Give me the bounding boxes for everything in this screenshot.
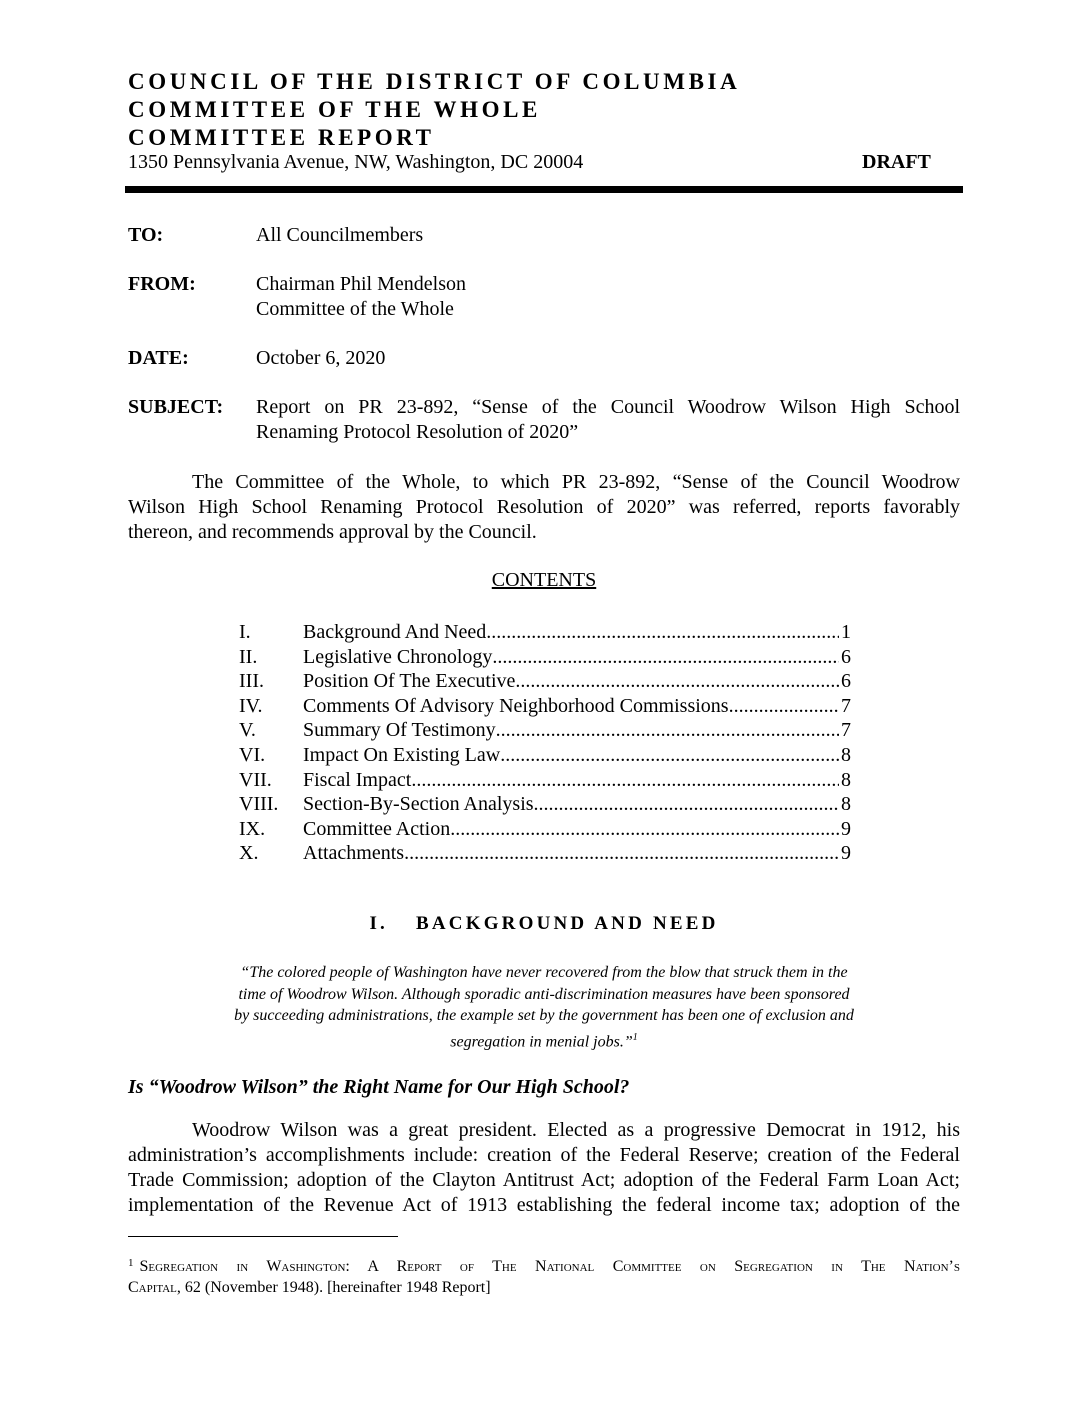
toc-page: 8 (841, 743, 851, 766)
body-line: administration’s accomplishments include: creation of the Federal Reserve; creation of the Federal (128, 1144, 960, 1166)
section-number: I. (369, 913, 388, 934)
toc-row[interactable] (239, 841, 851, 866)
footnote-reference[interactable]: 1 (632, 1031, 638, 1043)
body-paragraph (128, 1118, 960, 1218)
header-address: 1350 Pennsylvania Avenue, NW, Washington, DC 20004 (128, 151, 584, 173)
toc-leader (515, 669, 839, 694)
toc-leader (500, 743, 839, 768)
table-of-contents (239, 620, 851, 866)
memo-from-value-1: Chairman Phil Mendelson (256, 273, 466, 295)
toc-row[interactable] (239, 645, 851, 670)
toc-row[interactable] (239, 669, 851, 694)
body-line: implementation of the Revenue Act of 1913 establishing the federal income tax; adoption of the (128, 1194, 960, 1216)
toc-title: Comments Of Advisory Neighborhood Commissions (303, 694, 729, 717)
header-report-type: COMMITTEE REPORT (128, 125, 435, 150)
toc-row[interactable] (239, 817, 851, 842)
epigraph-line: “The colored people of Washington have never recovered from the blow that struck them in the (240, 964, 848, 981)
toc-number: II. (239, 645, 258, 668)
toc-row[interactable] (239, 768, 851, 793)
toc-row[interactable] (239, 620, 851, 645)
intro-line: thereon, and recommends approval by the Council. (128, 521, 537, 543)
draft-marker: DRAFT (862, 151, 931, 173)
memo-to-value: All Councilmembers (256, 224, 424, 246)
subject-line: Report on PR 23-892, “Sense of the Council Woodrow Wilson High School (256, 396, 960, 418)
toc-leader (486, 620, 839, 645)
memo-date-value: October 6, 2020 (256, 347, 386, 369)
header-committee-name: COMMITTEE OF THE WHOLE (128, 97, 541, 122)
toc-title: Legislative Chronology (303, 645, 493, 668)
toc-page: 8 (841, 768, 851, 791)
toc-leader (450, 817, 839, 842)
subheading: Is “Woodrow Wilson” the Right Name for Our High School? (128, 1076, 630, 1098)
toc-number: III. (239, 670, 264, 693)
toc-title: Fiscal Impact (303, 768, 412, 791)
epigraph-line: by succeeding administrations, the example set by the government has been one of exclusion and (234, 1007, 854, 1024)
toc-leader (492, 645, 839, 670)
memo-date-label: DATE: (128, 347, 189, 369)
toc-leader (496, 718, 839, 743)
epigraph-line: time of Woodrow Wilson. Although sporadic anti-discrimination measures have been sponsored (238, 985, 850, 1003)
toc-number: VII. (239, 768, 272, 791)
footnote-marker: 1 (128, 1257, 134, 1269)
toc-leader (411, 768, 839, 793)
epigraph-line: segregation in menial jobs.” (450, 1032, 633, 1050)
footnote-separator (128, 1236, 398, 1237)
memo-subject-value (256, 395, 960, 445)
toc-leader (729, 694, 839, 719)
body-line: Woodrow Wilson was a great president. Elected as a progressive Democrat in 1912, his (192, 1119, 960, 1141)
toc-row[interactable] (239, 743, 851, 768)
toc-number: VI. (239, 743, 266, 766)
toc-leader (404, 841, 839, 866)
toc-title: Committee Action (303, 817, 451, 840)
memo-to-label: TO: (128, 224, 164, 246)
toc-leader (534, 792, 839, 817)
footnote-citation-rest: , 62 (November 1948). [hereinafter 1948 Report] (176, 1279, 491, 1296)
toc-page: 6 (841, 670, 851, 693)
section-heading (0, 912, 1088, 936)
toc-title: Attachments (303, 842, 405, 865)
toc-title: Summary Of Testimony (303, 719, 496, 742)
toc-number: V. (239, 719, 256, 742)
toc-title: Position Of The Executive (303, 670, 516, 693)
toc-title: Impact On Existing Law (303, 743, 501, 766)
toc-row[interactable] (239, 792, 851, 817)
toc-page: 9 (841, 842, 851, 865)
intro-paragraph (128, 470, 960, 545)
body-line: Trade Commission; adoption of the Clayton Antitrust Act; adoption of the Federal Farm Loan Act; (128, 1169, 960, 1191)
toc-number: IV. (239, 694, 263, 717)
subject-line: Renaming Protocol Resolution of 2020” (256, 421, 579, 443)
toc-title: Section-By-Section Analysis (303, 793, 534, 816)
footnote-citation-cont: Capital (128, 1279, 177, 1296)
section-title: BACKGROUND AND NEED (416, 913, 719, 934)
toc-page: 8 (841, 793, 851, 816)
toc-number: I. (239, 621, 251, 643)
toc-number: X. (239, 842, 259, 865)
header-council-name: COUNCIL OF THE DISTRICT OF COLUMBIA (128, 69, 741, 94)
memo-from-label: FROM: (128, 273, 196, 295)
intro-line: The Committee of the Whole, to which PR 23-892, “Sense of the Council Woodrow (192, 471, 960, 493)
epigraph-quote (190, 962, 898, 1052)
toc-page: 7 (841, 694, 851, 717)
toc-row[interactable] (239, 694, 851, 719)
toc-number: VIII. (239, 793, 279, 816)
toc-page: 6 (841, 645, 851, 668)
footnote-citation: Segregation in Washington: A Report of The National Committee on Segregation in The Nation’s (139, 1258, 960, 1275)
toc-row[interactable] (239, 718, 851, 743)
toc-number: IX. (239, 817, 266, 840)
toc-page: 1 (841, 621, 851, 643)
memo-subject-label: SUBJECT: (128, 396, 224, 418)
intro-line: Wilson High School Renaming Protocol Resolution of 2020” was referred, reports favorably (128, 496, 960, 518)
toc-page: 9 (841, 817, 851, 840)
toc-page: 7 (841, 719, 851, 742)
toc-title: Background And Need (303, 621, 487, 643)
footnote (128, 1253, 960, 1298)
contents-title: CONTENTS (491, 569, 597, 591)
header-rule (125, 186, 963, 193)
memo-from-value-2: Committee of the Whole (256, 298, 454, 320)
